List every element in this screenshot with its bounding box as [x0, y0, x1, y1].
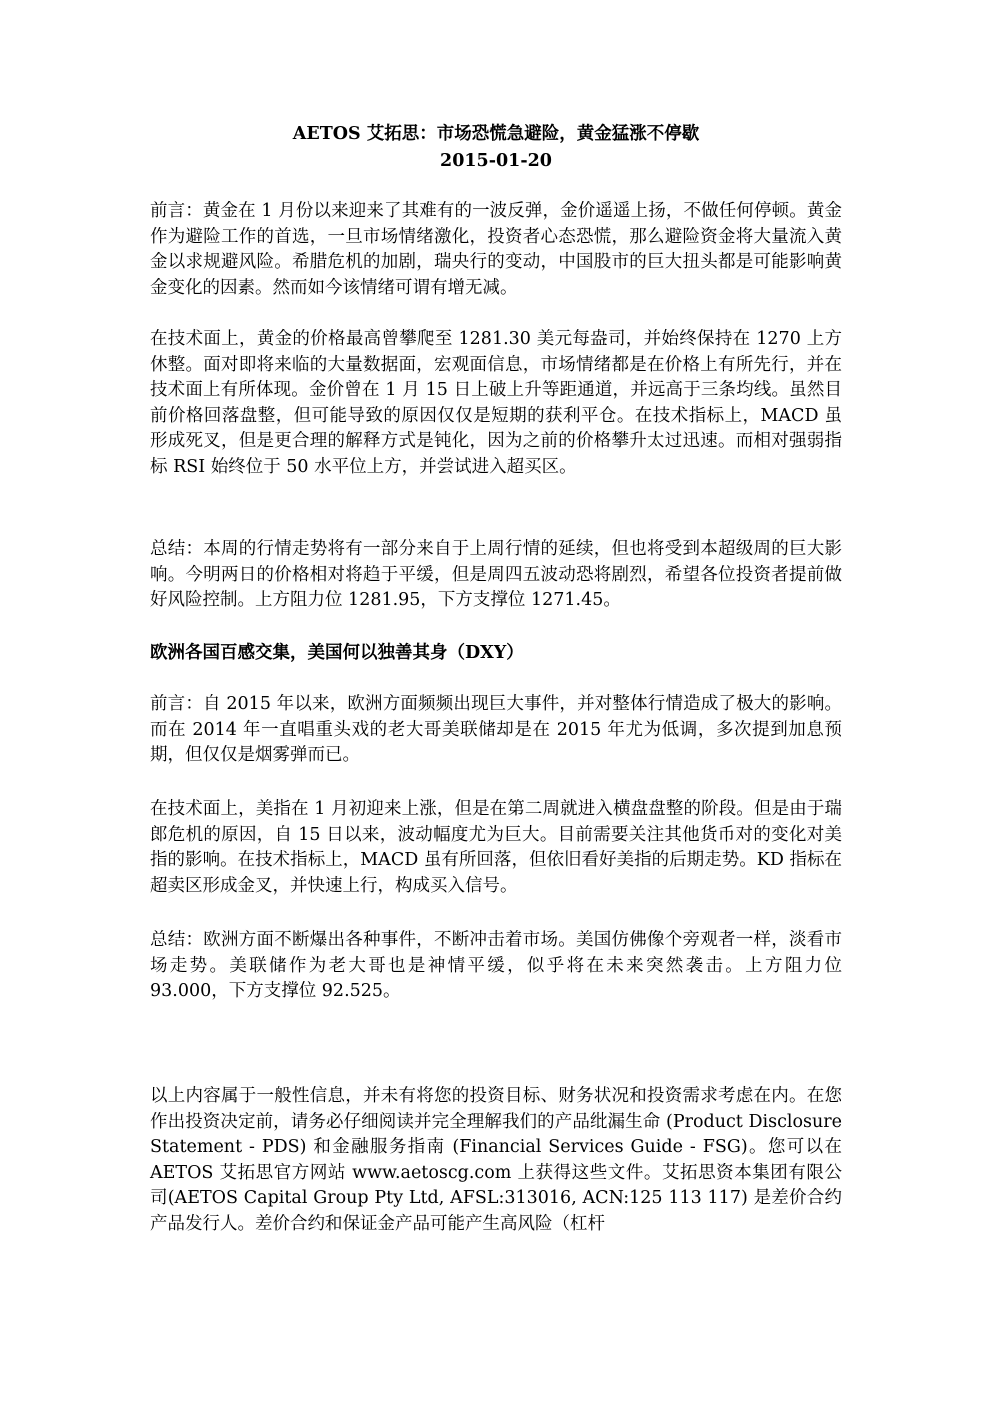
- dxy-section-heading: 欧洲各国百感交集，美国何以独善其身（DXY）: [150, 643, 524, 663]
- dxy-intro-paragraph: 前言：自 2015 年以来，欧洲方面频频出现巨大事件，并对整体行情造成了极大的影响。而在 2014 年一直唱重头戏的老大哥美联储却是在 2015 年尤为低调，多次提到加息预期，但仅仅是烟雾弹而已。: [150, 694, 842, 766]
- gold-intro-paragraph: 前言：黄金在 1 月份以来迎来了其难有的一波反弹，金价遥遥上扬，不做任何停顿。黄金作为避险工作的首选，一旦市场情绪激化，投资者心态恐慌，那么避险资金将大量流入黄金以求规避风险。希腊危机的加剧，瑞央行的变动，中国股市的巨大扭头都是可能影响黄金变化的因素。然而如今该情绪可谓有增无减。: [150, 201, 842, 298]
- document-header: [150, 121, 842, 175]
- document-date: 2015-01-20: [440, 151, 552, 171]
- disclaimer-paragraph: 以上内容属于一般性信息，并未有将您的投资目标、财务状况和投资需求考虑在内。在您作出投资决定前，请务必仔细阅读并完全理解我们的产品纰漏生命 (Product Disclosure Statement - PDS) 和金融服务指南 (Financial Services Guide - FSG)。您可以在 AETOS 艾拓思官方网站 www.aetoscg.com 上获得这些文件。艾拓思资本集团有限公司(AETOS Capital Group Pty Ltd, AFSL:313016, ACN:125 113 117) 是差价合约产品发行人。差价合约和保证金产品可能产生高风险（杠杆: [150, 1086, 842, 1234]
- dxy-technical-paragraph: 在技术面上，美指在 1 月初迎来上涨，但是在第二周就进入横盘盘整的阶段。但是由于瑞郎危机的原因，自 15 日以来，波动幅度尤为巨大。目前需要关注其他货币对的变化对美指的影响。在技术指标上，MACD 虽有所回落，但依旧看好美指的后期走势。KD 指标在超卖区形成金叉，并快速上行，构成买入信号。: [150, 799, 842, 896]
- gold-technical-paragraph: 在技术面上，黄金的价格最高曾攀爬至 1281.30 美元每盎司，并始终保持在 1270 上方休整。面对即将来临的大量数据面，宏观面信息，市场情绪都是在价格上有所先行，并在技术面上有所体现。金价曾在 1 月 15 日上破上升等距通道，并远高于三条均线。虽然目前价格回落盘整，但可能导致的原因仅仅是短期的获利平仓。在技术指标上，MACD 虽形成死叉，但是更合理的解释方式是钝化，因为之前的价格攀升太过迅速。而相对强弱指标 RSI 始终位于 50 水平位上方，并尝试进入超买区。: [150, 329, 842, 477]
- document-title: AETOS 艾拓思：市场恐慌急避险，黄金猛涨不停歇: [292, 124, 700, 144]
- dxy-summary-paragraph: 总结：欧洲方面不断爆出各种事件，不断冲击着市场。美国仿佛像个旁观者一样，淡看市场走势。美联储作为老大哥也是神情平缓，似乎将在未来突然袭击。上方阻力位 93.000，下方支撑位 92.525。: [150, 930, 842, 1002]
- gold-summary-paragraph: 总结：本周的行情走势将有一部分来自于上周行情的延续，但也将受到本超级周的巨大影响。今明两日的价格相对将趋于平缓，但是周四五波动恐将剧烈，希望各位投资者提前做好风险控制。上方阻力位 1281.95，下方支撑位 1271.45。: [150, 539, 842, 611]
